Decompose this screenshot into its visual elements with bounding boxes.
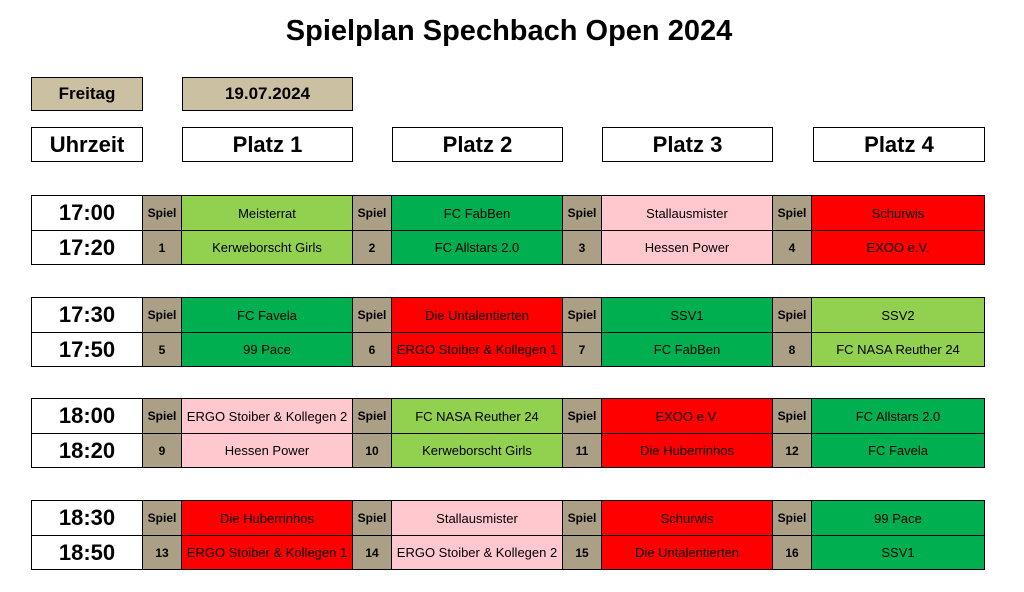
spiel-label: Spiel [353, 196, 392, 230]
team-cell: FC Favela [182, 298, 353, 332]
team-cell: Stallausmister [392, 501, 563, 535]
game-number: 11 [563, 433, 602, 467]
team-cell: EXOO e.V. [602, 399, 773, 433]
time-cell: 17:00 [32, 196, 143, 230]
time-cell: 18:20 [32, 433, 143, 467]
team-cell: Hessen Power [182, 433, 353, 467]
spiel-label: Spiel [143, 298, 182, 332]
team-cell: FC Allstars 2.0 [812, 399, 984, 433]
game-number: 10 [353, 433, 392, 467]
team-cell: Hessen Power [602, 230, 773, 264]
game-number: 5 [143, 332, 182, 366]
team-cell: Die Untalentierten [602, 535, 773, 569]
time-cell: 18:30 [32, 501, 143, 535]
game-number: 15 [563, 535, 602, 569]
team-cell: FC FabBen [392, 196, 563, 230]
game-number: 9 [143, 433, 182, 467]
time-cell: 17:30 [32, 298, 143, 332]
schedule-block [31, 195, 985, 265]
team-cell: 99 Pace [182, 332, 353, 366]
spiel-label: Spiel [143, 501, 182, 535]
time-cell: 17:20 [32, 230, 143, 264]
game-number: 14 [353, 535, 392, 569]
schedule-block [31, 500, 985, 570]
team-cell: Kerweborscht Girls [392, 433, 563, 467]
team-cell: ERGO Stoiber & Kollegen 2 [392, 535, 563, 569]
team-cell: FC NASA Reuther 24 [812, 332, 984, 366]
team-cell: Meisterrat [182, 196, 353, 230]
team-cell: Stallausmister [602, 196, 773, 230]
team-cell: SSV2 [812, 298, 984, 332]
schedule-block [31, 297, 985, 367]
game-number: 7 [563, 332, 602, 366]
spiel-label: Spiel [773, 399, 812, 433]
game-number: 3 [563, 230, 602, 264]
spiel-label: Spiel [563, 196, 602, 230]
header-platz-1: Platz 1 [182, 127, 353, 162]
team-cell: Schurwis [602, 501, 773, 535]
game-number: 16 [773, 535, 812, 569]
day-label: Freitag [31, 77, 143, 111]
team-cell: ERGO Stoiber & Kollegen 2 [182, 399, 353, 433]
spiel-label: Spiel [143, 196, 182, 230]
spiel-label: Spiel [353, 501, 392, 535]
game-number: 8 [773, 332, 812, 366]
spiel-label: Spiel [353, 298, 392, 332]
header-platz-3: Platz 3 [602, 127, 773, 162]
page-title: Spielplan Spechbach Open 2024 [285, 15, 733, 47]
team-cell: Die Huberrinhos [182, 501, 353, 535]
team-cell: ERGO Stoiber & Kollegen 1 [182, 535, 353, 569]
spiel-label: Spiel [353, 399, 392, 433]
team-cell: FC FabBen [602, 332, 773, 366]
spiel-label: Spiel [143, 399, 182, 433]
team-cell: Kerweborscht Girls [182, 230, 353, 264]
team-cell: EXOO e.V. [812, 230, 984, 264]
spiel-label: Spiel [563, 298, 602, 332]
game-number: 6 [353, 332, 392, 366]
spiel-label: Spiel [773, 298, 812, 332]
game-number: 1 [143, 230, 182, 264]
game-number: 4 [773, 230, 812, 264]
schedule-block [31, 398, 985, 468]
game-number: 13 [143, 535, 182, 569]
date-label: 19.07.2024 [182, 77, 353, 111]
team-cell: Schurwis [812, 196, 984, 230]
team-cell: FC Favela [812, 433, 984, 467]
team-cell: 99 Pace [812, 501, 984, 535]
header-platz-2: Platz 2 [392, 127, 563, 162]
spiel-label: Spiel [773, 196, 812, 230]
spiel-label: Spiel [563, 501, 602, 535]
header-platz-4: Platz 4 [813, 127, 985, 162]
time-cell: 17:50 [32, 332, 143, 366]
team-cell: Die Untalentierten [392, 298, 563, 332]
team-cell: SSV1 [812, 535, 984, 569]
team-cell: FC NASA Reuther 24 [392, 399, 563, 433]
header-time: Uhrzeit [31, 127, 143, 162]
time-cell: 18:50 [32, 535, 143, 569]
team-cell: ERGO Stoiber & Kollegen 1 [392, 332, 563, 366]
game-number: 2 [353, 230, 392, 264]
game-number: 12 [773, 433, 812, 467]
spiel-label: Spiel [563, 399, 602, 433]
team-cell: Die Huberrinhos [602, 433, 773, 467]
spiel-label: Spiel [773, 501, 812, 535]
team-cell: FC Allstars 2.0 [392, 230, 563, 264]
team-cell: SSV1 [602, 298, 773, 332]
time-cell: 18:00 [32, 399, 143, 433]
